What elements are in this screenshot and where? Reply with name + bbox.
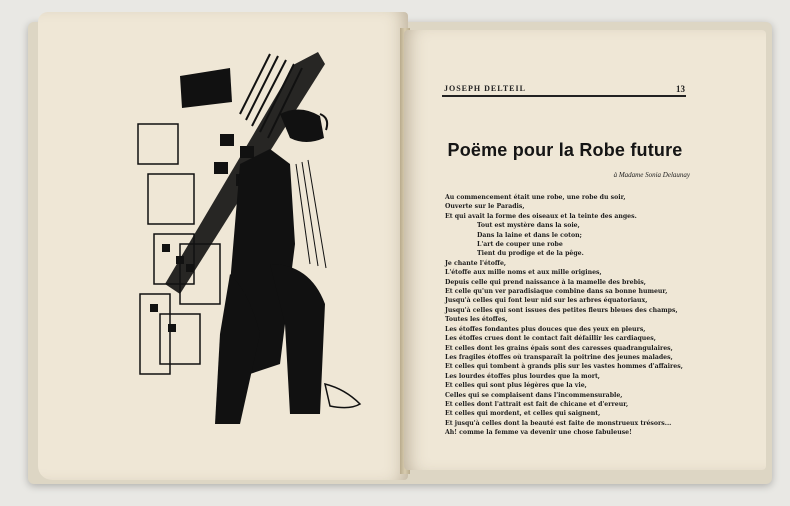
poem-title: Poëme pour la Robe future — [447, 140, 683, 160]
poem-line: Dans la laine et dans le coton; — [477, 231, 582, 239]
woodcut-illustration — [120, 34, 380, 434]
dedication: à Madame Sonia Delaunay — [613, 171, 690, 179]
poem-line: L'étoffe aux mille noms et aux mille origines, — [445, 269, 602, 277]
poem-line: Et celles dont les grains épais sont des caresses quadrangulaires, — [445, 344, 673, 352]
header-rule — [442, 95, 686, 97]
poem-line: L'art de couper une robe — [477, 241, 563, 249]
poem-line: Ouverte sur le Paradis, — [445, 203, 525, 211]
poem-line: Jusqu'à celles qui sont issues des petites fleurs bleues des champs, — [445, 306, 678, 314]
poem-line: Tient du prodige et de la pêge. — [477, 250, 584, 258]
poem-line: Ah! comme la femme va devenir une chose fabuleuse! — [445, 429, 632, 437]
poem-line: Et qui avait la forme des oiseaux et la teinte des anges. — [445, 212, 637, 220]
running-head: JOSEPH DELTEIL — [444, 84, 526, 93]
poem-line: Tout est mystère dans la soie, — [477, 222, 580, 230]
poem-line: Toutes les étoffes, — [445, 316, 508, 324]
poem-line: Les étoffes fondantes plus douces que des yeux en pleurs, — [445, 325, 646, 333]
poem-line: Jusqu'à celles qui font leur nid sur les arbres équatoriaux, — [445, 297, 648, 305]
poem-line: Je chante l'étoffe, — [445, 259, 507, 267]
poem-line: Et celle qu'un ver paradisiaque combine dans sa bonne humeur, — [445, 288, 668, 296]
poem-line: Et celles qui sont plus légères que la vie, — [445, 382, 587, 390]
poem-line: Et celles qui mordent, et celles qui saignent, — [445, 410, 601, 418]
poem-line: Les fragiles étoffes où transparaît la poitrine des jeunes malades, — [445, 353, 673, 361]
poem-text — [445, 193, 695, 438]
poem-line: Celles qui se complaisent dans l'incommensurable, — [445, 391, 623, 399]
poem-line: Les lourdes étoffes plus lourdes que la mort, — [445, 372, 600, 380]
poem-line: Et celles dont l'attrait est fait de chicane et d'erreur, — [445, 400, 629, 408]
poem-line: Les étoffes crues dont le contact fait défaillir les cardiaques, — [445, 335, 656, 343]
poem-line: Et celles qui tombent à grands plis sur les vastes hommes d'affaires, — [445, 363, 683, 371]
poem-line: Au commencement était une robe, une robe du soir, — [445, 194, 626, 201]
poem-line: Depuis celle qui prend naissance à la mamelle des brebis, — [445, 278, 646, 286]
poem-line: Et jusqu'à celles dont la beauté est faite de monstrueux trésors... — [445, 419, 672, 427]
page-number: 13 — [676, 84, 685, 94]
